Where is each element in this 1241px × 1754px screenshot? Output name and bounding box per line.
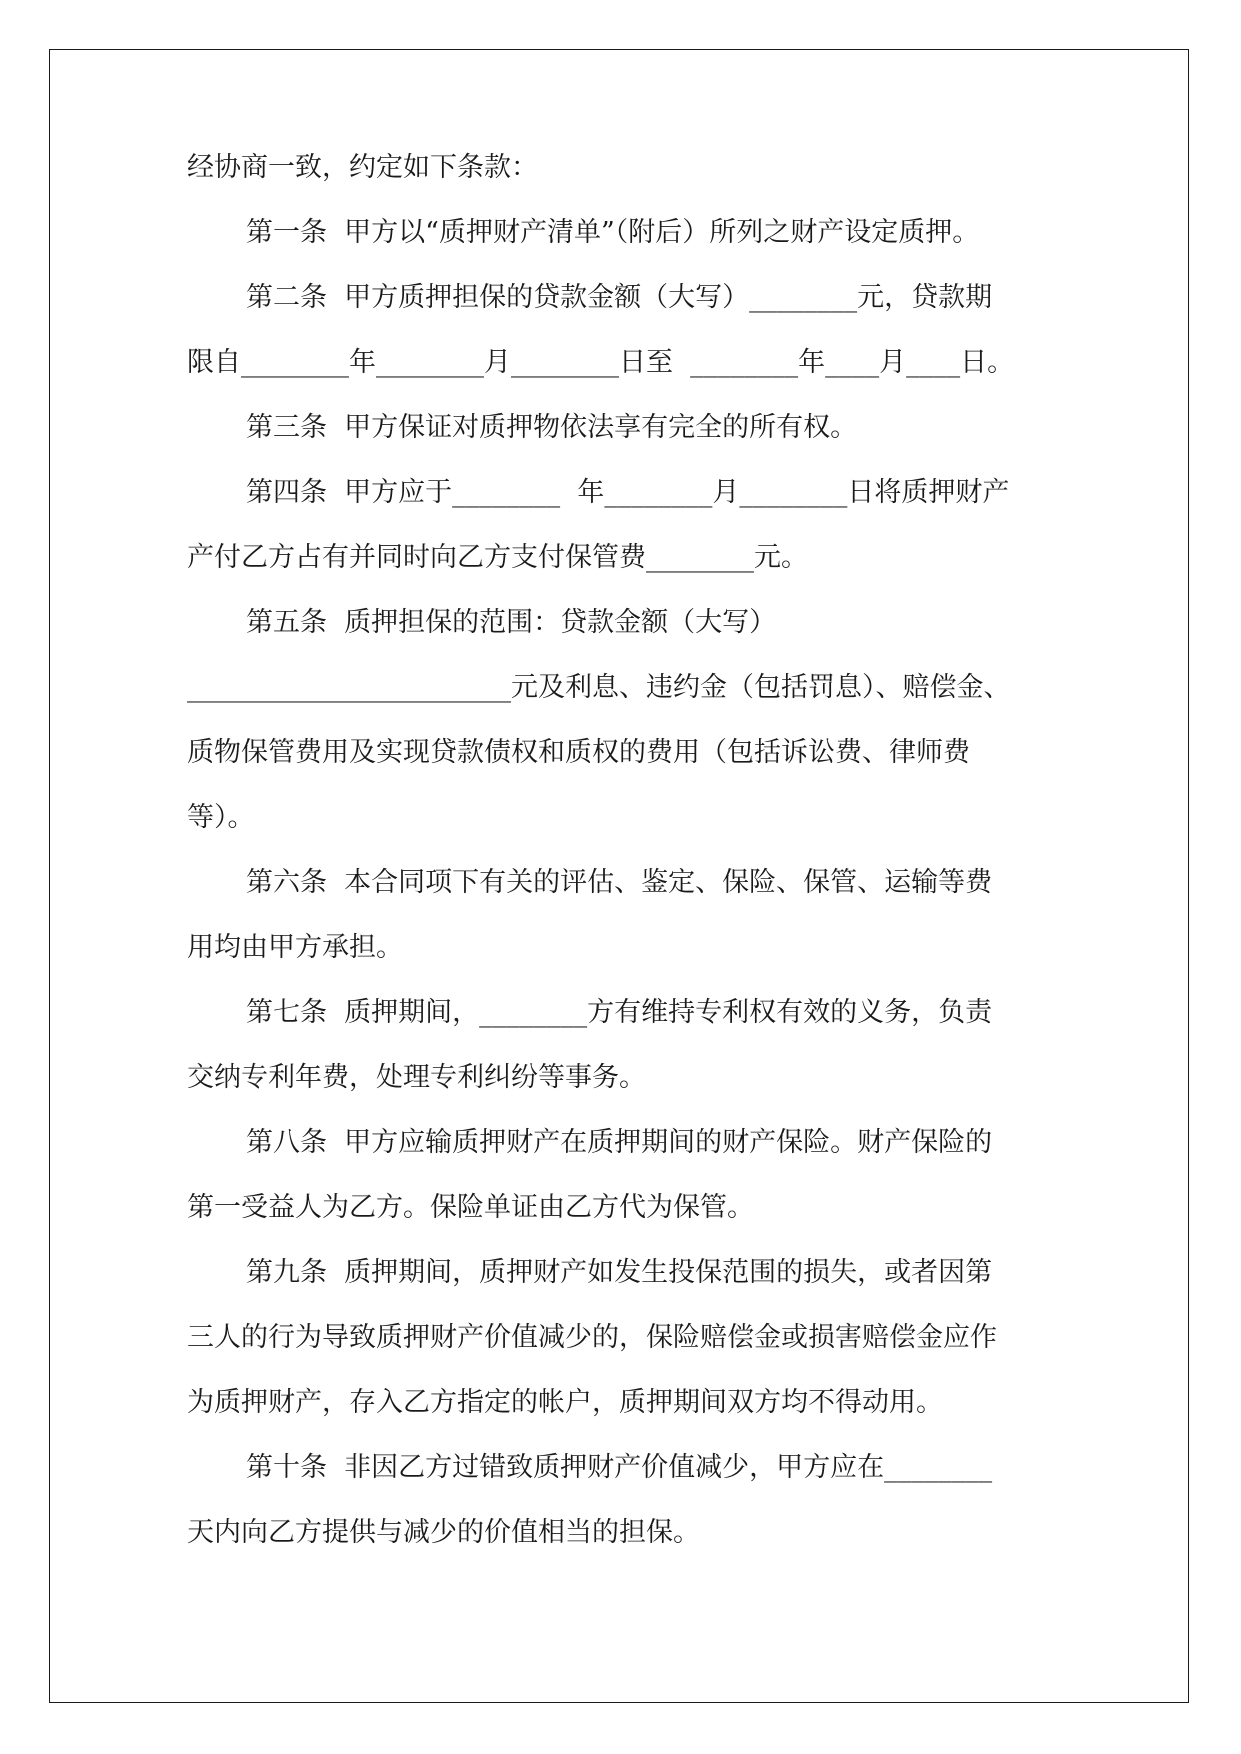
text-line: ________________________元及利息、违约金（包括罚息）、赔偿金、 <box>187 672 1011 703</box>
text-line: 第一受益人为乙方。保险单证由乙方代为保管。 <box>187 1192 754 1223</box>
text-line: 交纳专利年费，处理专利纠纷等事务。 <box>187 1062 646 1093</box>
clause-10: 第十条 非因乙方过错致质押财产价值减少，甲方应在________ <box>246 1452 993 1483</box>
clause-7: 第七条 质押期间，________方有维持专利权有效的义务，负责 <box>246 997 993 1028</box>
text-line: 限自________年________月________日至 ________年____月____日。 <box>187 347 1015 378</box>
text-line: 用均由甲方承担。 <box>187 932 403 963</box>
text-line: 三人的行为导致质押财产价值减少的，保险赔偿金或损害赔偿金应作 <box>187 1322 997 1353</box>
text-line: 为质押财产，存入乙方指定的帐户，质押期间双方均不得动用。 <box>187 1387 943 1418</box>
clause-1: 第一条 甲方以“质押财产清单”（附后）所列之财产设定质押。 <box>246 217 980 248</box>
text-line: 经协商一致，约定如下条款： <box>187 152 538 183</box>
clause-4: 第四条 甲方应于________ 年________月________日将质押财产 <box>246 477 1010 508</box>
clause-6: 第六条 本合同项下有关的评估、鉴定、保险、保管、运输等费 <box>246 867 993 898</box>
clause-2: 第二条 甲方质押担保的贷款金额（大写）________元，贷款期 <box>246 282 993 313</box>
text-line: 等）。 <box>187 802 255 833</box>
clause-8: 第八条 甲方应输质押财产在质押期间的财产保险。财产保险的 <box>246 1127 993 1158</box>
clause-3: 第三条 甲方保证对质押物依法享有完全的所有权。 <box>246 412 858 443</box>
text-line: 天内向乙方提供与减少的价值相当的担保。 <box>187 1517 700 1548</box>
text-line: 质物保管费用及实现贷款债权和质权的费用（包括诉讼费、律师费 <box>187 737 970 768</box>
clause-9: 第九条 质押期间，质押财产如发生投保范围的损失，或者因第 <box>246 1257 993 1288</box>
clause-5: 第五条 质押担保的范围：贷款金额（大写） <box>246 607 777 638</box>
text-line: 产付乙方占有并同时向乙方支付保管费________元。 <box>187 542 808 573</box>
